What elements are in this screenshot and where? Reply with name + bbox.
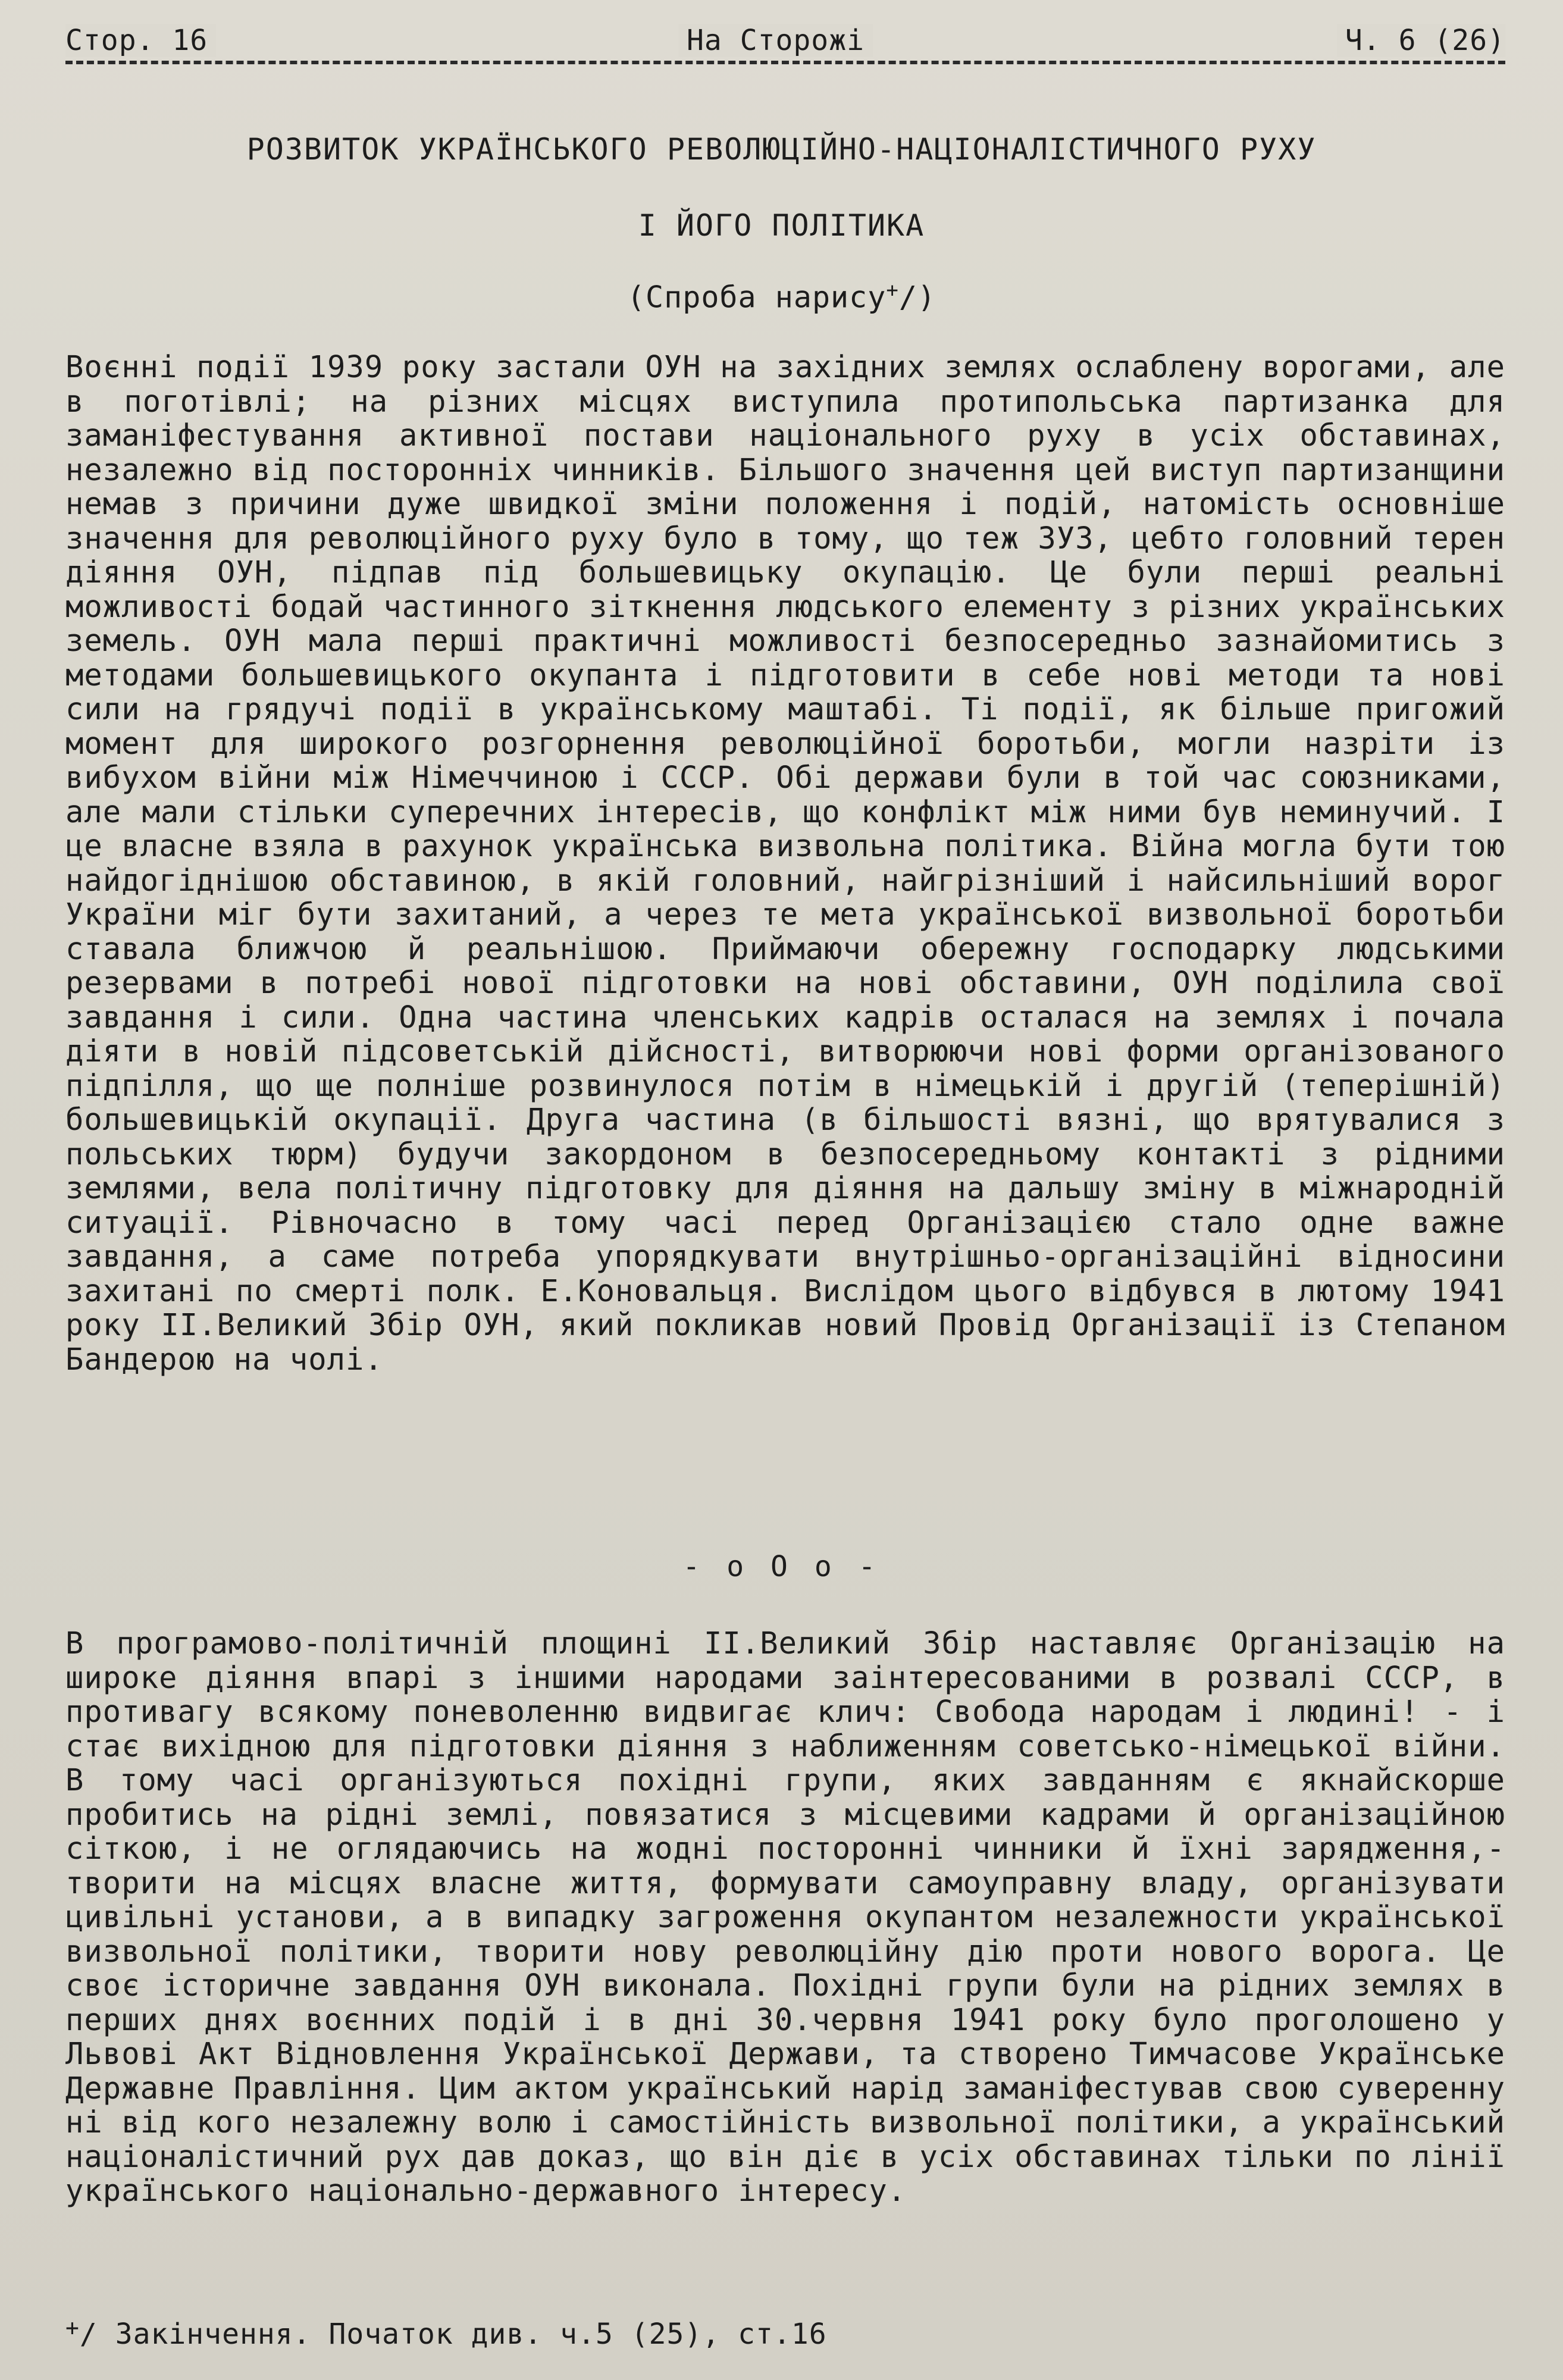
page-number: Стор. 16 bbox=[65, 24, 216, 57]
footnote-mark: + bbox=[65, 2315, 80, 2341]
paragraph-2: В програмово-політичній площині II.Великий Збір наставляє Організацію на широке діяння впарі з іншими народами заінтересованими в розвалі СССР, в противагу всякому поневоленню видвигає клич: Свобода народам і людині! - і стає вихідною для підготовки діяння з наближенням советсько-німецької війни. В тому часі організуються похідні групи, яких завданням є якнайскорше пробитись на рідні землі, повязатися з місцевими кадрами й організаційною сіткою, і не оглядаючись на жодні посторонні чинники й їхні зарядження,- творити на місцях власне життя, формувати самоуправну владу, організувати цивільні установи, а в випадку загроження окупантом незалежности української визвольної політики, творити нову революційну дію проти нового ворога. Це своє історичне завдання ОУН виконала. Похідні групи були на рідних землях в перших днях воєнних подій і в дні 30.червня 1941 року було проголошено у Львові Акт Відновлення Української Держави, та створено Тимчасове Українське Державне Правління. Цим актом український нарід заманіфестував свою суверенну ні від кого незалежну волю і самостійність визвольної політики, а український націоналістичний рух дав доказ, що він діє в усіх обставинах тільки по лінії українського національно-державного інтересу. bbox=[65, 1626, 1505, 2208]
paragraph-1: Воєнні події 1939 року застали ОУН на західних землях ослаблену ворогами, але в поготівлі; на різних місцях виступила протипольська партизанка для заманіфестування активної постави національного руху в усіх обставинах, незалежно від посторонніх чинників. Більшого значення цей виступ партизанщини немав з причини дуже швидкої зміни положення і подій, натомість основніше значення для революційного руху було в тому, що теж ЗУЗ, цебто головний терен діяння ОУН, підпав під большевицьку окупацію. Це були перші реальні можливості бодай частинного зіткнення людського елементу з різних українських земель. ОУН мала перші практичні можливості безпосередньо зазнайомитись з методами большевицького окупанта і підготовити в себе нові методи та нові сили на грядучі події в українському маштабі. Ті події, як більше пригожий момент для широкого розгорнення революційної боротьби, могли назріти із вибухом війни між Німеччиною і СССР. Обі держави були в той час союзниками, але мали стільки суперечних інтересів, що конфлікт між ними був неминучий. І це власне взяла в рахунок українська визвольна політика. Війна могла бути тою найдогіднішою обставиною, в якій головний, найгрізніший і найсильніший ворог України міг бути захитаний, а через те мета української визвольної боротьби ставала ближчою й реальнішою. Приймаючи обережну господарку людськими резервами в потребі нової підготовки на нові обставини, ОУН поділила свої завдання і сили. Одна частина членських кадрів осталася на землях і почала діяти в новій підсоветській дійсності, витворюючи нові форми організованого підпілля, що ще полніше розвинулося потім в німецькій і другій (теперішній) большевицькій окупації. Друга частина (в більшості вязні, що врятувалися з польських тюрм) будучи закордоном в безпосередньому контакті з рідними землями, вела політичну підготовку для діяння на дальшу зміну в міжнародній ситуації. Рівночасно в тому часі перед Організацією стало одне важне завдання, а саме потреба упорядкувати внутрішньо-організаційні відносини захитані по смерті полк. Е.Коновальця. Вислідом цього відбувся в лютому 1941 року II.Великий Збір ОУН, який покликав новий Провід Організації із Степаном Бандерою на чолі. bbox=[65, 349, 1505, 1377]
subtitle-text: (Спроба нарису bbox=[627, 280, 887, 315]
journal-name: На Сторожі bbox=[678, 24, 873, 57]
article-title-line2: І ЙОГО ПОЛІТИКА bbox=[638, 208, 925, 243]
subtitle-end: /) bbox=[898, 280, 936, 315]
footnote bbox=[65, 2315, 1493, 2351]
article-subtitle bbox=[0, 278, 1563, 315]
subtitle-footnote-mark: + bbox=[886, 278, 899, 302]
section-separator: - о О о - bbox=[682, 1550, 881, 1583]
page-header bbox=[65, 24, 1505, 65]
issue-number: Ч. 6 (26) bbox=[1337, 24, 1505, 57]
article-title-line1: РОЗВИТОК УКРАЇНСЬКОГО РЕВОЛЮЦІЙНО-НАЦІОНАЛІСТИЧНОГО РУХУ bbox=[246, 132, 1317, 167]
header-dashed-rule bbox=[65, 61, 1505, 64]
footnote-text: / Закінчення. Початок див. ч.5 (25), ст.16 bbox=[79, 2318, 827, 2351]
